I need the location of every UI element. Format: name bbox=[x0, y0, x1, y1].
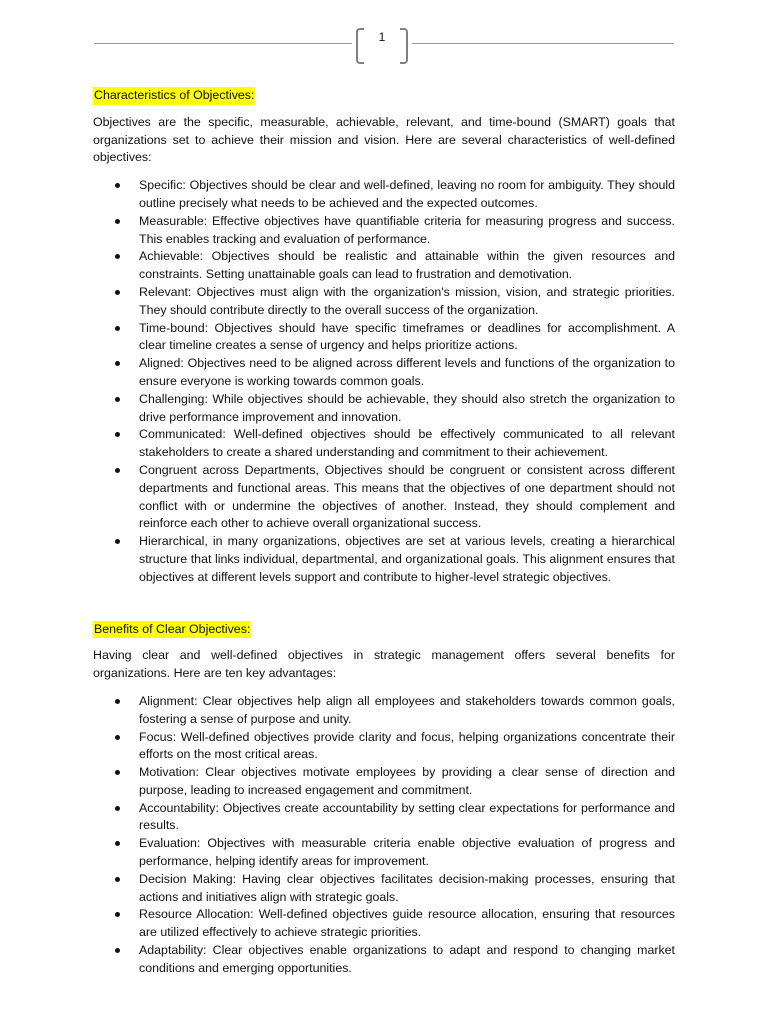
section-heading: Benefits of Clear Objectives: bbox=[93, 621, 251, 639]
bullet-icon bbox=[115, 254, 120, 259]
list-item: Aligned: Objectives need to be aligned across different levels and functions of the organization to ensure everyone is working towards common goals. bbox=[93, 355, 675, 391]
bullet-icon bbox=[115, 326, 120, 331]
list-item: Hierarchical, in many organizations, objectives are set at various levels, creating a hierarchical structure that links individual, departmental, and organizational goals. This alignment ensures that objectives at different levels support and contribute to higher-level strategic objectives. bbox=[93, 533, 675, 586]
section-heading: Characteristics of Objectives: bbox=[93, 87, 255, 105]
section-characteristics bbox=[93, 87, 675, 587]
list-item: Alignment: Clear objectives help align all employees and stakeholders towards common goals, fostering a sense of purpose and unity. bbox=[93, 693, 675, 729]
list-item: Challenging: While objectives should be achievable, they should also stretch the organization to drive performance improvement and innovation. bbox=[93, 391, 675, 427]
list-item: Achievable: Objectives should be realistic and attainable within the given resources and constraints. Setting unattainable goals can lead to frustration and demotivation. bbox=[93, 248, 675, 284]
list-item: Motivation: Clear objectives motivate employees by providing a clear sense of direction and purpose, leading to increased engagement and commitment. bbox=[93, 764, 675, 800]
bullet-icon bbox=[115, 806, 120, 811]
page-number: 1 bbox=[378, 30, 386, 44]
list-item: Time-bound: Objectives should have specific timeframes or deadlines for accomplishment. A clear timeline creates a sense of urgency and helps prioritize actions. bbox=[93, 320, 675, 356]
bullet-icon bbox=[115, 912, 120, 917]
list-item: Congruent across Departments, Objectives should be congruent or consistent across different departments and functional areas. This means that the objectives of one department should not conflict with or undermine the objectives of another. Instead, they should complement and reinforce each other to achieve overall organizational success. bbox=[93, 462, 675, 533]
list-item: Measurable: Effective objectives have quantifiable criteria for measuring progress and success. This enables tracking and evaluation of performance. bbox=[93, 213, 675, 249]
bullet-icon bbox=[115, 948, 120, 953]
list-item: Resource Allocation: Well-defined objectives guide resource allocation, ensuring that resources are utilized effectively to achieve strategic priorities. bbox=[93, 906, 675, 942]
bracket-left-icon bbox=[356, 28, 364, 64]
bullet-icon bbox=[115, 877, 120, 882]
list-item: Communicated: Well-defined objectives should be effectively communicated to all relevant stakeholders to create a shared understanding and commitment to their achievement. bbox=[93, 426, 675, 462]
header-rule-right bbox=[412, 43, 674, 44]
list-item: Adaptability: Clear objectives enable organizations to adapt and respond to changing market conditions and emerging opportunities. bbox=[93, 942, 675, 978]
bullet-list bbox=[93, 177, 675, 586]
document-body bbox=[93, 87, 675, 978]
section-benefits bbox=[93, 621, 675, 978]
page-number-box bbox=[356, 26, 408, 62]
bullet-icon bbox=[115, 770, 120, 775]
section-intro: Having clear and well-defined objectives in strategic management offers several benefits for organizations. Here are ten key advantages: bbox=[93, 648, 675, 681]
bullet-icon bbox=[115, 841, 120, 846]
list-item: Accountability: Objectives create accountability by setting clear expectations for performance and results. bbox=[93, 800, 675, 836]
list-item: Specific: Objectives should be clear and well-defined, leaving no room for ambiguity. They should outline precisely what needs to be achieved and the expected outcomes. bbox=[93, 177, 675, 213]
section-spacer bbox=[93, 587, 675, 621]
list-item: Relevant: Objectives must align with the organization's mission, vision, and strategic priorities. They should contribute directly to the overall success of the organization. bbox=[93, 284, 675, 320]
bullet-icon bbox=[115, 397, 120, 402]
section-intro: Objectives are the specific, measurable, achievable, relevant, and time-bound (SMART) goals that organizations set to achieve their mission and vision. Here are several characteristics of well-defined objectives: bbox=[93, 114, 675, 165]
bullet-icon bbox=[115, 468, 120, 473]
bullet-list bbox=[93, 693, 675, 978]
bullet-icon bbox=[115, 183, 120, 188]
bullet-icon bbox=[115, 219, 120, 224]
page-header bbox=[94, 26, 674, 62]
bullet-icon bbox=[115, 735, 120, 740]
bullet-icon bbox=[115, 699, 120, 704]
list-item: Focus: Well-defined objectives provide clarity and focus, helping organizations concentrate their efforts on the most critical areas. bbox=[93, 729, 675, 765]
list-item: Evaluation: Objectives with measurable criteria enable objective evaluation of progress and performance, helping identify areas for improvement. bbox=[93, 835, 675, 871]
list-item: Decision Making: Having clear objectives facilitates decision-making processes, ensuring that actions and initiatives align with strategic goals. bbox=[93, 871, 675, 907]
bullet-icon bbox=[115, 432, 120, 437]
bullet-icon bbox=[115, 539, 120, 544]
bracket-right-icon bbox=[400, 28, 408, 64]
bullet-icon bbox=[115, 361, 120, 366]
bullet-icon bbox=[115, 290, 120, 295]
header-rule-left bbox=[94, 43, 352, 44]
